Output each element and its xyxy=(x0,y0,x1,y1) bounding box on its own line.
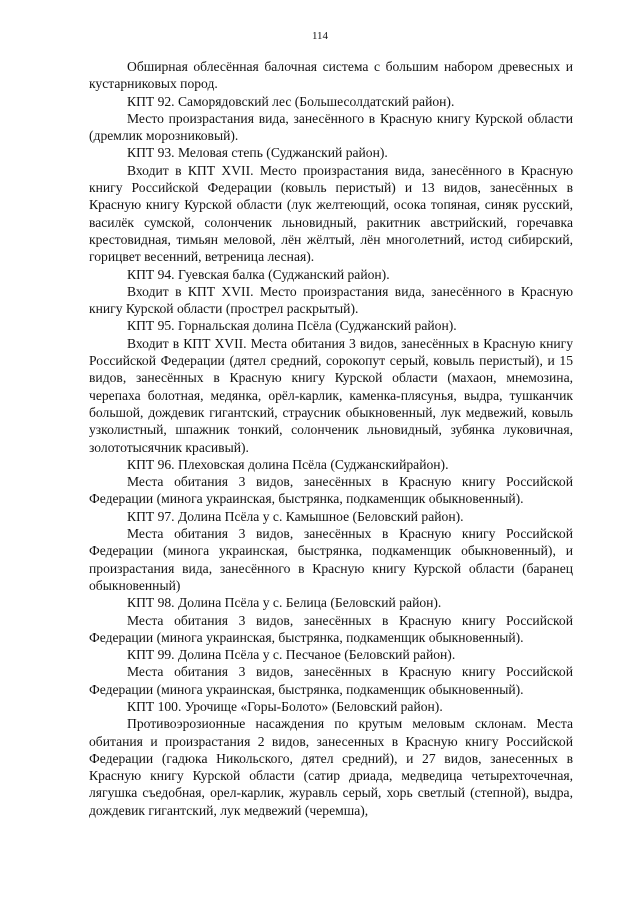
section-heading: КПТ 97. Долина Псёла у с. Камышное (Беловский район). xyxy=(127,508,464,524)
section-heading: КПТ 96. Плеховская долина Псёла (Суджанскийрайон). xyxy=(127,456,449,472)
document-body xyxy=(89,58,573,819)
paragraph: Входит в КПТ XVII. Место произрастания вида, занесённого в Красную книгу Российской Федерации (ковыль перистый) и 13 видов, занесённых в Красную книгу Курской области (лук желтеющий, осока топяная, синяк русский, василёк сумской, солонченик льновидный, ракитник австрийский, горечавка крестовидная, тимьян меловой, лён жёлтый, лён многолетний, истод сибирский, горицвет весенний, ветреница лесная). xyxy=(89,162,573,265)
page-number: 114 xyxy=(311,30,329,42)
paragraph: Место произрастания вида, занесённого в Красную книгу Курской области (дремлик морозниковый). xyxy=(89,110,573,144)
paragraph: Места обитания 3 видов, занесённых в Красную книгу Российской Федерации (минога украинская, быстрянка, подкаменщик обыкновенный). xyxy=(89,664,573,697)
section-heading: КПТ 92. Саморядовский лес (Большесолдатский район). xyxy=(127,93,455,109)
section-heading: КПТ 99. Долина Псёла у с. Песчаное (Беловский район). xyxy=(127,647,456,663)
section-heading: КПТ 98. Долина Псёла у с. Белица (Беловский район). xyxy=(127,595,442,611)
paragraph: Места обитания 3 видов, занесённых в Красную книгу Российской Федерации (минога украинская, быстрянка, подкаменщик обыкновенный). xyxy=(89,612,573,645)
section-heading: КПТ 100. Урочище «Горы-Болото» (Беловский район). xyxy=(127,698,443,714)
paragraph: Места обитания 3 видов, занесённых в Красную книгу Российской Федерации (минога украинская, быстрянка, подкаменщик обыкновенный). xyxy=(89,474,573,507)
paragraph: Входит в КПТ XVII. Места обитания 3 видов, занесённых в Красную книгу Российской Федерации (дятел средний, сорокопут серый, ковыль перистый), и 15 видов, занесённых в Красную книгу Курской области (махаон, мнемозина, черепаха болотная, медянка, орёл-карлик, каменка-плясунья, выдра, тушканчик большой, дождевик гигантский, страусник обыкновенный, лук медвежий, ковыль узколистный, шпажник тонкий, солонченик льновидный, зубянка луковичная, золототысячник красивый). xyxy=(89,335,573,455)
section-heading: КПТ 93. Меловая степь (Суджанский район). xyxy=(127,145,388,161)
paragraph: Входит в КПТ XVII. Место произрастания вида, занесённого в Красную книгу Курской области (прострел раскрытый). xyxy=(89,283,573,317)
paragraph: Места обитания 3 видов, занесённых в Красную книгу Российской Федерации (минога украинская, быстрянка, подкаменщик обыкновенный), и произрастания вида, занесённого в Красную книгу Курской области (баранец обыкновенный) xyxy=(89,526,573,593)
section-heading: КПТ 95. Горнальская долина Псёла (Суджанский район). xyxy=(127,318,457,334)
paragraph: Противоэрозионные насаждения по крутым меловым склонам. Места обитания и произрастания 2 видов, занесенных в Красную книгу Российской Федерации (гадюка Никольского, дятел средний), и 27 видов, занесенных в Красную книгу Курской области (сатир дриада, медведица четырехточечная, лягушка съедобная, орел-карлик, журавль серый, хорь светлый (степной), выдра, дождевик гигантский, лук медвежий (черемша), xyxy=(89,716,573,818)
paragraph: Обширная облесённая балочная система с большим набором древесных и кустарниковых пород. xyxy=(89,59,573,92)
section-heading: КПТ 94. Гуевская балка (Суджанский район). xyxy=(127,266,390,282)
